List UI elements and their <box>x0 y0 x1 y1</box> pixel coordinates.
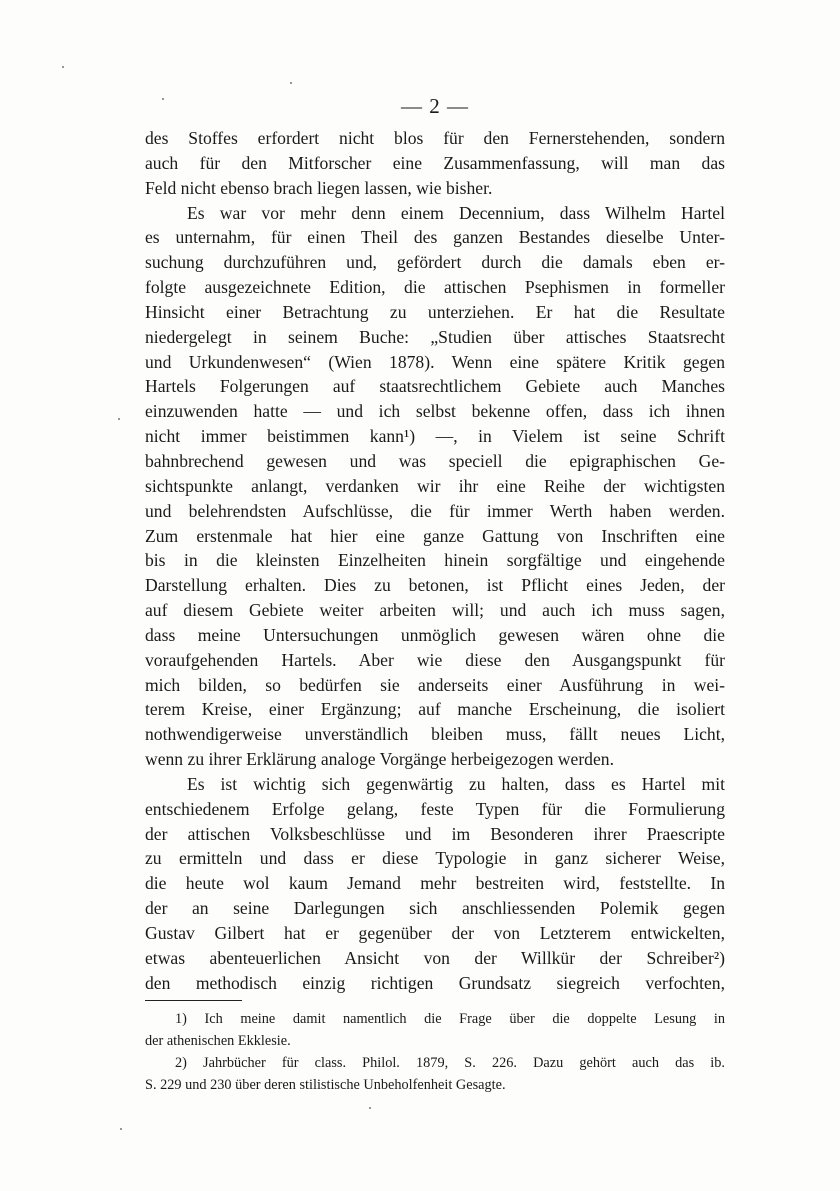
text-line: dass meine Untersuchungen unmöglich gewesen wären ohne die <box>145 624 725 645</box>
text-line: etwas abenteuerlichen Ansicht von der Willkür der Schreiber²) <box>145 947 725 968</box>
text-line: einzuwenden hatte — und ich selbst bekenne offen, dass ich ihnen <box>145 401 725 422</box>
text-line: den methodisch einzig richtigen Grundsatz siegreich verfochten, <box>145 972 725 993</box>
text-line: voraufgehenden Hartels. Aber wie diese den Ausgangspunkt für <box>145 649 725 670</box>
text-line: der attischen Volksbeschlüsse und im Besonderen ihrer Praescripte <box>145 823 725 844</box>
text-line: Es ist wichtig sich gegenwärtig zu halten, dass es Hartel mit <box>187 773 725 794</box>
scan-speck <box>369 1107 371 1109</box>
text-line: Hinsicht einer Betrachtung zu unterziehen. Er hat die Resultate <box>145 301 725 322</box>
footnotes <box>145 1008 725 1096</box>
footnote-separator <box>145 1000 242 1001</box>
text-line: auch für den Mitforscher eine Zusammenfassung, will man das <box>145 152 725 173</box>
text-line: niedergelegt in seinem Buche: „Studien über attisches Staatsrecht <box>145 326 725 347</box>
text-line: auf diesem Gebiete weiter arbeiten will; und auch ich muss sagen, <box>145 600 725 621</box>
page-number: — 2 — <box>401 94 469 118</box>
text-line: Es war vor mehr denn einem Decennium, dass Wilhelm Hartel <box>187 202 725 223</box>
text-line: sichtspunkte anlangt, verdanken wir ihr eine Reihe der wichtigsten <box>145 475 725 496</box>
text-line: nicht immer beistimmen kann¹) —, in Vielem ist seine Schrift <box>145 426 725 447</box>
text-line: und Urkundenwesen“ (Wien 1878). Wenn eine spätere Kritik gegen <box>145 351 725 372</box>
text-line: der an seine Darlegungen sich anschliessenden Polemik gegen <box>145 898 725 919</box>
footnote-line: der athenischen Ekklesie. <box>145 1033 291 1049</box>
text-line: Feld nicht ebenso brach liegen lassen, wie bisher. <box>145 177 493 198</box>
text-line: bis in die kleinsten Einzelheiten hinein sorgfältige und eingehende <box>145 550 725 571</box>
text-line: und belehrendsten Aufschlüsse, die für immer Werth haben werden. <box>145 500 725 521</box>
footnote-line: 2) Jahrbücher für class. Philol. 1879, S. 226. Dazu gehört auch das ib. <box>175 1055 725 1071</box>
text-line: des Stoffes erfordert nicht blos für den Fernerstehenden, sondern <box>145 128 725 148</box>
scan-speck <box>62 66 64 68</box>
footnote-line: 1) Ich meine damit namentlich die Frage über die doppelte Lesung in <box>175 1011 725 1027</box>
text-line: es unternahm, für einen Theil des ganzen Bestandes dieselbe Unter- <box>145 227 725 248</box>
footnote-line: S. 229 und 230 über deren stilistische Unbeholfenheit Gesagte. <box>145 1077 506 1093</box>
scan-speck <box>162 98 164 100</box>
scan-speck <box>118 418 120 420</box>
text-line: nothwendigerweise unverständlich bleiben muss, fällt neues Licht, <box>145 724 725 745</box>
text-line: folgte ausgezeichnete Edition, die attischen Psephismen in formeller <box>145 277 725 298</box>
text-line: suchung durchzuführen und, gefördert durch die damals eben er- <box>145 252 725 273</box>
body-text <box>145 126 725 996</box>
text-line: zu ermitteln und dass er diese Typologie in ganz sicherer Weise, <box>145 848 725 869</box>
text-line: die heute wol kaum Jemand mehr bestreiten wird, feststellte. In <box>145 873 725 894</box>
text-line: Zum erstenmale hat hier eine ganze Gattung von Inschriften eine <box>145 525 725 546</box>
scan-speck <box>120 1128 122 1130</box>
text-line: Darstellung erhalten. Dies zu betonen, ist Pflicht eines Jeden, der <box>145 575 725 596</box>
scan-speck <box>290 82 292 84</box>
text-line: mich bilden, so bedürfen sie anderseits einer Ausführung in wei- <box>145 674 725 695</box>
text-line: Gustav Gilbert hat er gegenüber der von Letzterem entwickelten, <box>145 923 725 943</box>
text-line: bahnbrechend gewesen und was speciell die epigraphischen Ge- <box>145 450 725 471</box>
text-line: terem Kreise, einer Ergänzung; auf manche Erscheinung, die isoliert <box>145 699 725 720</box>
text-line: wenn zu ihrer Erklärung analoge Vorgänge herbeigezogen werden. <box>145 749 614 770</box>
text-line: Hartels Folgerungen auf staatsrechtlichem Gebiete auch Manches <box>145 376 725 397</box>
text-line: entschiedenem Erfolge gelang, feste Typen für die Formulierung <box>145 798 725 819</box>
